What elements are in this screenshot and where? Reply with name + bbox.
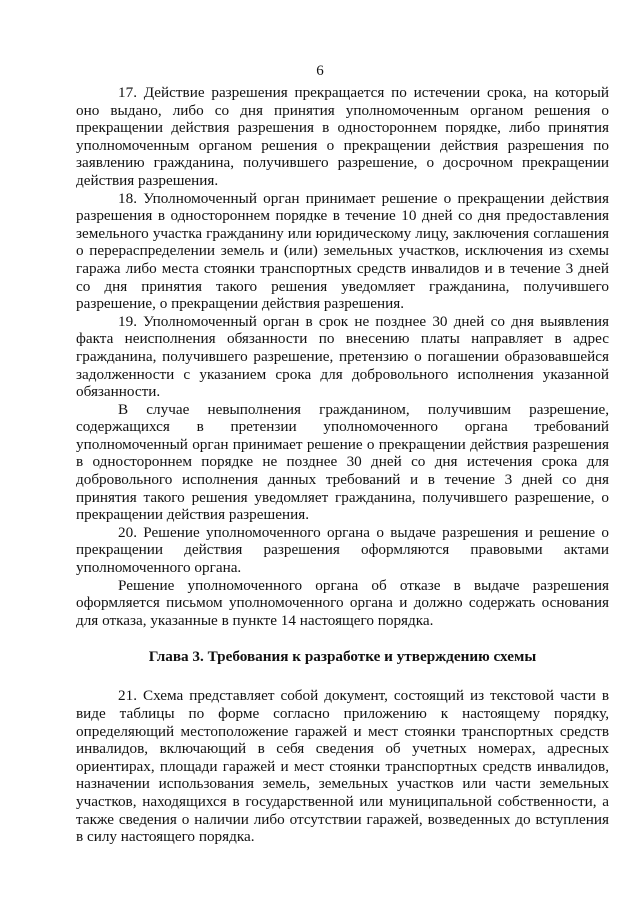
paragraph-20-continued: Решение уполномоченного органа об отказе в выдаче разрешения оформляется письмом уполномоченного органа и должно содержать основания для отказа, указанные в пункте 14 настоящего порядка. (76, 576, 609, 629)
page-number: 6 (316, 63, 324, 79)
document-body (76, 84, 609, 846)
paragraph-19-continued: В случае невыполнения гражданином, получившим разрешение, содержащихся в претензии уполномоченного органа требований уполномоченный орган принимает решение о прекращении действия разрешения в одностороннем порядке не позднее 30 дней со дня истечения срока для добровольного исполнения данных требований и в течение 3 дней со дня принятия такого решения уведомляет гражданина, получившего разрешение, о прекращении действия разрешения. (76, 400, 609, 524)
paragraph-19: 19. Уполномоченный орган в срок не позднее 30 дней со дня выявления факта неисполнения обязанности по внесению платы направляет в адрес гражданина, получившего разрешение, претензию о погашении образовавшейся задолженности с указанием срока для добровольного исполнения указанной обязанности. (76, 312, 609, 401)
chapter-heading: Глава 3. Требования к разработке и утверждению схемы (148, 648, 537, 666)
paragraph-21: 21. Схема представляет собой документ, состоящий из текстовой части в виде таблицы по форме согласно приложению к настоящему порядку, определяющий местоположение гаражей и мест стоянки транспортных средств инвалидов, включающий в себя сведения об учетных номерах, адресных ориентирах, площади гаражей и мест стоянки транспортных средств инвалидов, назначении использования земель, земельных участков или части земельных участков, находящихся в государственной или муниципальной собственности, а также сведения о наличии либо отсутствии гаражей, возведенных до вступления в силу настоящего порядка. (76, 687, 609, 846)
paragraph-17: 17. Действие разрешения прекращается по истечении срока, на который оно выдано, либо со дня принятия уполномоченным органом решения о прекращении действия разрешения в одностороннем порядке, либо принятия уполномоченным органом решения о прекращении действия разрешения по заявлению гражданина, получившего разрешение, о досрочном прекращении действия разрешения. (76, 84, 609, 189)
paragraph-18: 18. Уполномоченный орган принимает решение о прекращении действия разрешения в одностороннем порядке в течение 10 дней со дня предоставления земельного участка гражданину или юридическому лицу, заключения соглашения о перераспределении земель и (или) земельных участков, исключения из схемы гаража либо места стоянки транспортных средств инвалидов и в течение 3 дней со дня принятия такого решения уведомляет гражданина, получившего разрешение, о прекращении действия разрешения. (76, 189, 609, 313)
paragraph-20: 20. Решение уполномоченного органа о выдаче разрешения и решение о прекращении действия разрешения оформляются правовыми актами уполномоченного органа. (76, 523, 609, 577)
